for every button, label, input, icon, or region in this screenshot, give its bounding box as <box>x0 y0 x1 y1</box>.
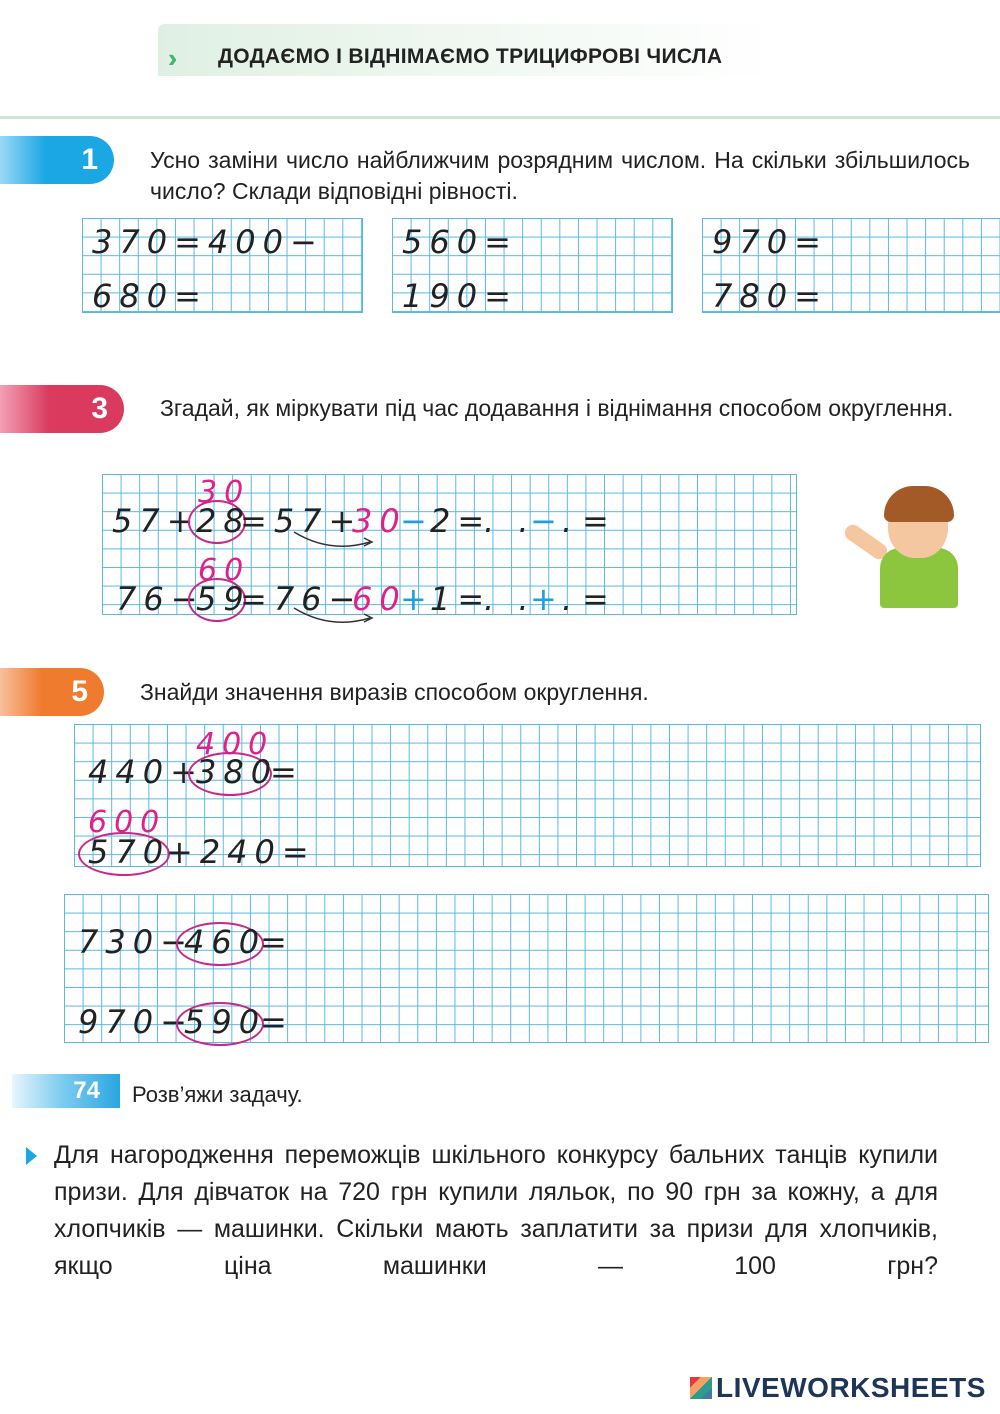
equation-text: =57+ <box>240 502 363 540</box>
equation-text: 970= <box>712 223 828 261</box>
circled-number: 59 <box>196 580 251 618</box>
rounded-value: 60 <box>352 580 407 618</box>
equation-text: = <box>260 923 294 961</box>
arrow-icon <box>290 528 380 554</box>
operator: + <box>400 580 434 618</box>
equation-text: 730− <box>78 923 194 961</box>
task-instruction: Згадай, як міркувати під час додавання і віднімання способом округлення. <box>160 395 954 421</box>
circled-number: 28 <box>196 502 251 540</box>
equation-text: = <box>260 1003 294 1041</box>
circled-number: 380 <box>196 753 279 791</box>
answer-blank[interactable]: . . <box>484 502 536 540</box>
equation-text: = <box>270 753 304 791</box>
operator: − <box>400 502 434 540</box>
word-problem-text: Для нагородження переможців шкільного конкурсу бальних танців купили призи. Для дівчаток на 720 грн купили ляльок, по 90 грн за кожну, а для хлопчиків — машинки. Скільки мають заплатити за призи для хлопчиків, якщо ціна машинки — 100 грн? <box>54 1141 938 1280</box>
equation-text: 970− <box>78 1003 194 1041</box>
equation-text: +240= <box>166 833 316 871</box>
rounded-value: 600 <box>88 805 167 840</box>
equation-text: 76− <box>116 580 205 618</box>
equation-text: 57+ <box>112 502 201 540</box>
chevron-right-icon: ›› <box>168 43 170 73</box>
equation-text: = <box>582 502 616 540</box>
task-instruction: Розв’яжи задачу. <box>132 1082 303 1107</box>
equation-text: 370=400− <box>92 223 324 261</box>
triangle-bullet-icon <box>26 1147 37 1165</box>
equation-text: 680= <box>92 277 208 315</box>
task-instruction: Знайди значення виразів способом округлення. <box>140 679 649 705</box>
arrow-icon <box>290 604 380 630</box>
equation-text: 440+ <box>88 753 204 791</box>
equation-text: 2= <box>430 502 492 540</box>
task-number-badge: 1 <box>0 136 114 184</box>
logo-icon <box>690 1377 712 1399</box>
logo-text: LIVEWORKSHEETS <box>716 1372 986 1403</box>
answer-blank[interactable]: . <box>562 580 580 618</box>
task-number-badge: 5 <box>0 668 104 716</box>
circled-number: 570 <box>88 833 171 871</box>
equation-text: =76− <box>240 580 363 618</box>
header-divider <box>0 116 1000 119</box>
rounded-value: 400 <box>196 727 275 762</box>
liveworksheets-logo <box>690 1372 986 1404</box>
operator: − <box>530 502 564 540</box>
task-number-badge: 74 <box>12 1074 120 1108</box>
rounded-value: 30 <box>198 475 251 510</box>
answer-blank[interactable]: . . <box>484 580 536 618</box>
boy-illustration-hair <box>884 486 954 522</box>
circled-number: 460 <box>184 923 267 961</box>
operator: + <box>530 580 564 618</box>
equation-text: = <box>582 580 616 618</box>
equation-text: 780= <box>712 277 828 315</box>
circled-number: 590 <box>184 1003 267 1041</box>
task-number-badge: 3 <box>0 385 124 433</box>
task-instruction: Усно заміни число найближчим розрядним числом. На скільки збільшилось число? Склади відповідні рівності. <box>150 147 970 204</box>
answer-blank[interactable]: . <box>562 502 580 540</box>
page-title: ДОДАЄМО І ВІДНІМАЄМО ТРИЦИФРОВІ ЧИСЛА <box>218 45 723 68</box>
equation-text: 560= <box>402 223 518 261</box>
rounded-value: 60 <box>198 553 251 588</box>
equation-text: 190= <box>402 277 518 315</box>
equation-text: 1= <box>430 580 492 618</box>
rounded-value: 30 <box>352 502 407 540</box>
